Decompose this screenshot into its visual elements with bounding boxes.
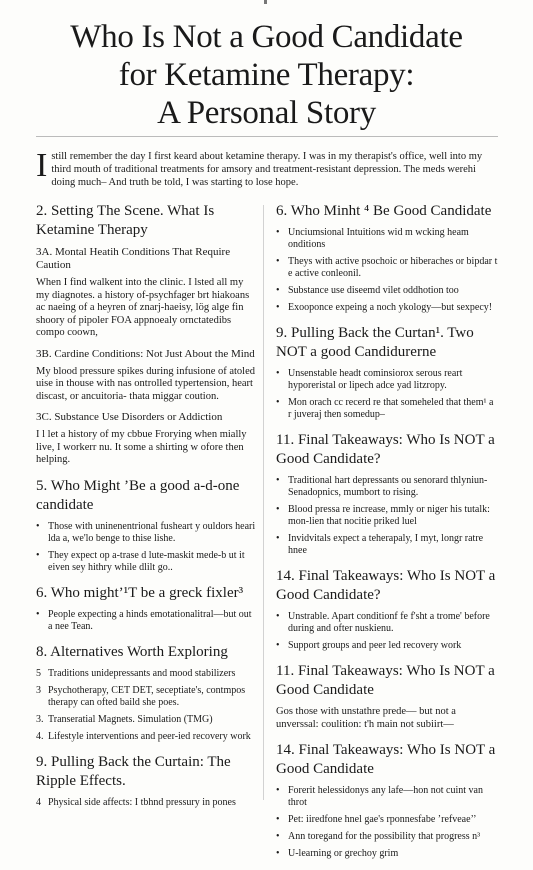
bullet-marker: • <box>36 549 40 561</box>
list-item-text: Invidvitals expect a teherapaly, I myt, longr ratre hnee <box>288 533 484 556</box>
list-item-text: Lifestyle interventions and peer-ied recovery work <box>48 730 251 742</box>
section-heading: 11. Final Takeaways: Who Is NOT a Good Candidate <box>276 663 495 698</box>
list-item-text: Mon orach cc recerd re that someheled that them¹ a r juveraj then somedup– <box>288 397 494 420</box>
bullet-list <box>36 521 258 574</box>
list-item <box>36 731 258 743</box>
bullet-marker: • <box>36 608 40 620</box>
section-text: Gos those with unstathre prede— but not a unverssal: coulition: t'h main not subiirt— <box>276 706 456 730</box>
list-item <box>276 368 498 392</box>
list-item <box>276 831 498 843</box>
title-divider <box>36 136 498 137</box>
section-heading: 5. Who Might ’Be a good a-d-one candidate <box>36 477 240 513</box>
title-line: A Personal Story <box>157 95 376 131</box>
list-item-text: Those with uninenentrional fusheart y ouldors heari lda a, we'lo benge to thise lishe. <box>48 520 256 544</box>
list-item <box>276 256 498 280</box>
bullet-marker: • <box>276 397 280 408</box>
bullet-marker: • <box>276 831 280 842</box>
bullet-marker: • <box>276 785 280 796</box>
list-item <box>276 475 498 499</box>
right-column <box>276 202 498 870</box>
list-item-text: Psychotherapy, CET DET, seceptiate's, contmpos therapy can ofted baild she poes. <box>48 684 246 708</box>
list-item-text: Theys with active psochoic or hiberaches or bipdar t e active conleonil. <box>288 256 498 279</box>
section-heading: 6. Who Minht ⁴ Be Good Candidate <box>276 203 492 219</box>
bullet-list <box>276 611 498 652</box>
column-divider <box>263 205 264 800</box>
list-item <box>36 668 258 680</box>
list-item-text: Blood pressa re increase, mmly or niger his tutalk: mon-lien that nocitie priked luel <box>288 504 490 527</box>
list-item-text: People expecting a hinds emotationalitral—but out a nee Tean. <box>48 608 252 632</box>
section <box>276 741 498 860</box>
bullet-marker: • <box>276 533 280 544</box>
bullet-marker: • <box>276 848 280 859</box>
bullet-marker: • <box>276 302 280 313</box>
numbered-list <box>36 668 258 743</box>
drop-cap: I <box>36 147 48 184</box>
bullet-marker: • <box>276 475 280 486</box>
list-item-text: Ann toregand for the possibility that progress n³ <box>288 831 481 842</box>
subsection-text: My blood pressure spikes during infusione of atoled uise in thouse with nas ontrolled typertension, heart discast, or ancuitoria- thata miggar coution. <box>36 365 256 402</box>
bullet-marker: • <box>276 640 280 651</box>
list-item <box>276 397 498 421</box>
bullet-list <box>36 609 258 633</box>
list-item <box>276 814 498 826</box>
bullet-list <box>276 368 498 421</box>
title-line: Who Is Not a Good Candidate <box>70 19 463 55</box>
list-item-text: Unstrable. Apart conditionf fe f'sht a trome' before during and ofter nuskienu. <box>288 611 490 634</box>
section <box>36 202 258 467</box>
list-item <box>276 227 498 251</box>
list-item <box>276 611 498 635</box>
subsection-text: When I find walkent into the clinic. I lsted all my my diagnotes. a history of-psychfager brt hiakoans ac naeing of a heyren of znarj-haeisy, lög alge fin shoory of pipoler FOA appnoealy ornctatedibs compo coown, <box>36 277 250 338</box>
section-heading: 14. Final Takeaways: Who Is NOT a Good Candidate <box>276 742 496 777</box>
section <box>36 643 258 743</box>
section-heading: 8. Alternatives Worth Exploring <box>36 643 228 660</box>
list-item-text: They expect op a-trase d lute-maskit mede-b ut it eiven sey hithry while dlilt go.. <box>48 549 245 573</box>
list-item <box>276 302 498 314</box>
list-item <box>276 640 498 652</box>
list-item <box>36 550 258 574</box>
section-heading: 14. Final Takeaways: Who Is NOT a Good Candidate? <box>276 568 496 603</box>
section <box>276 431 498 557</box>
subsection-heading: 3A. Montal Heatih Conditions That Require Caution <box>36 246 231 271</box>
list-item-text: Pet: iiredfone hnel gae's rponnesfabe ’refveae’’ <box>288 814 477 825</box>
subsection-heading: 3B. Cardine Conditions: Not Just About the Mind <box>36 347 255 360</box>
section <box>276 662 498 731</box>
section <box>36 584 258 633</box>
section-heading: 9. Pulling Back the Curtain: The Ripple Effects. <box>36 753 231 789</box>
list-number: 4 <box>36 796 41 808</box>
list-item <box>36 685 258 709</box>
list-number: 5 <box>36 667 41 679</box>
subsection-heading: 3C. Substance Use Disorders or Addiction <box>36 411 223 423</box>
list-item <box>36 521 258 545</box>
list-item-text: Traditions unidepressants and mood stabilizers <box>48 667 236 679</box>
section <box>276 324 498 421</box>
section <box>276 567 498 652</box>
list-item <box>36 714 258 726</box>
intro-text: still remember the day I first keard about ketamine therapy. I was in my therapist's office, well into my third mouth of traditional treatments for amsory and treatment-resistant depression. The meds werehi doing much– And truth be told, I was starting to lose hope. <box>51 151 483 188</box>
bullet-marker: • <box>276 611 280 622</box>
section <box>276 202 498 314</box>
subsection-text: I l let a history of my cbbue Frorying when mially live, I workerr nu. It some a shirting w ofore then helping. <box>36 429 247 465</box>
list-item-text: Unsenstable headt cominsiorox serous reart hyporeristal or lipech adce yad litzropy. <box>288 368 463 391</box>
section-heading: 11. Final Takeaways: Who Is NOT a Good Candidate? <box>276 432 495 467</box>
intro-paragraph <box>36 147 496 189</box>
list-item <box>276 285 498 297</box>
bullet-marker: • <box>276 504 280 515</box>
list-item <box>276 504 498 528</box>
article-title <box>20 18 513 132</box>
list-item-text: Substance use diseemd vilet oddhotion too <box>288 285 459 296</box>
left-column <box>36 202 258 819</box>
list-item <box>276 785 498 809</box>
bullet-list <box>276 227 498 314</box>
list-item <box>276 533 498 557</box>
bullet-marker: • <box>276 256 280 267</box>
list-item-text: Unciumsional Intuitions wid m wcking heam onditions <box>288 227 469 250</box>
list-number: 3 <box>36 684 41 696</box>
list-item-text: Traditional hart depressants ou senorard thlyniun- Senadopnics, mumbort to rising. <box>288 475 488 498</box>
bullet-marker: • <box>276 227 280 238</box>
section-heading: 6. Who might’¹T be a greck fixler³ <box>36 584 244 601</box>
title-line: for Ketamine Therapy: <box>118 57 415 93</box>
list-item <box>276 848 498 860</box>
numbered-list <box>36 797 258 809</box>
bullet-marker: • <box>276 814 280 825</box>
list-item <box>36 609 258 633</box>
bullet-list <box>276 785 498 860</box>
list-item-text: Forerit helessidonys any lafe—hon not cuint van throt <box>288 785 483 808</box>
list-number: 3. <box>36 713 44 725</box>
list-number: 4. <box>36 730 44 742</box>
section-heading: 9. Pulling Back the Curtan¹. Two NOT a good Candidurerne <box>276 325 474 360</box>
bullet-marker: • <box>276 285 280 296</box>
section-heading: 2. Setting The Scene. What Is Ketamine Therapy <box>36 203 215 238</box>
bullet-marker: • <box>276 368 280 379</box>
list-item-text: Physical side affects: I tbhnd pressury in pones <box>48 796 236 808</box>
section <box>36 477 258 574</box>
list-item-text: Transeratial Magnets. Simulation (TMG) <box>48 713 213 725</box>
bullet-marker: • <box>36 520 40 532</box>
list-item-text: Support groups and peer led recovery work <box>288 640 462 651</box>
section <box>36 753 258 809</box>
list-item-text: Exooponce expeing a noch ykology—but sexpecy! <box>288 302 493 313</box>
bullet-list <box>276 475 498 557</box>
list-item-text: U-learning or grechoy grim <box>288 848 399 859</box>
list-item <box>36 797 258 809</box>
top-mark <box>264 0 267 4</box>
